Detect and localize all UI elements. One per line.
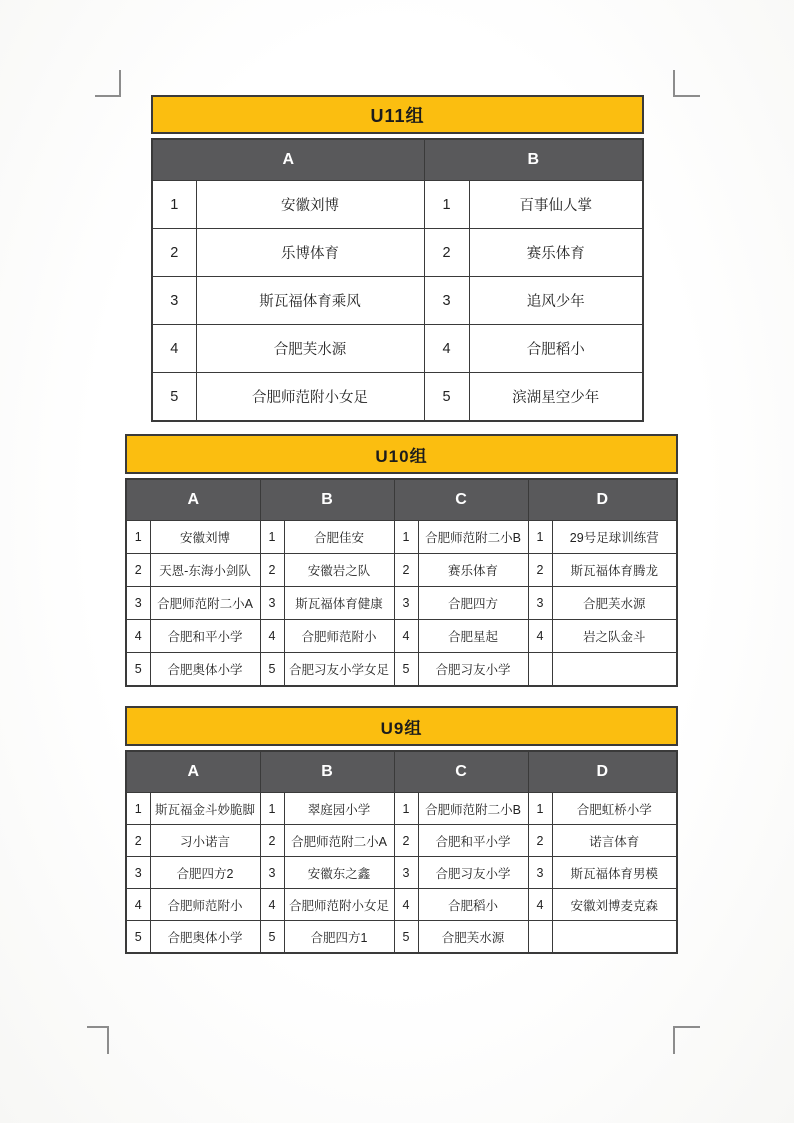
team-name-cell: 合肥四方2 [150, 857, 260, 889]
seed-number-cell: 4 [394, 889, 418, 921]
seed-number-cell: 1 [528, 521, 552, 554]
team-name-cell: 斯瓦福金斗妙脆脚 [150, 793, 260, 825]
crop-mark-bottom-right-icon [673, 1026, 700, 1054]
group-header-label: C [394, 479, 528, 521]
team-name-cell: 追风少年 [469, 277, 643, 325]
seed-number-cell: 1 [260, 521, 284, 554]
team-name-cell: 安徽刘博 [150, 521, 260, 554]
seed-number-cell: 2 [394, 554, 418, 587]
crop-mark-top-right-icon [673, 70, 700, 97]
seed-number-cell: 3 [260, 857, 284, 889]
team-name-cell: 乐博体育 [196, 229, 424, 277]
team-name-cell: 安徽东之鑫 [284, 857, 394, 889]
team-name-cell [552, 653, 677, 687]
seed-number-cell: 5 [126, 653, 150, 687]
team-name-cell: 合肥和平小学 [418, 825, 528, 857]
team-name-cell: 赛乐体育 [469, 229, 643, 277]
seed-number-cell: 5 [260, 921, 284, 954]
team-name-cell: 习小诺言 [150, 825, 260, 857]
team-name-cell: 29号足球训练营 [552, 521, 677, 554]
seed-number-cell: 2 [528, 825, 552, 857]
team-name-cell: 天恩-东海小剑队 [150, 554, 260, 587]
team-name-cell: 斯瓦福体育男模 [552, 857, 677, 889]
group-header-label: B [424, 139, 643, 181]
seed-number-cell: 2 [126, 825, 150, 857]
group-table-u9 [125, 706, 678, 954]
team-name-cell: 安徽岩之队 [284, 554, 394, 587]
seed-number-cell: 5 [152, 373, 196, 422]
table-title: U9组 [125, 706, 678, 746]
team-name-cell: 合肥和平小学 [150, 620, 260, 653]
team-name-cell: 合肥师范附二小B [418, 793, 528, 825]
seed-number-cell: 4 [528, 620, 552, 653]
seed-number-cell: 2 [126, 554, 150, 587]
seed-number-cell: 1 [152, 181, 196, 229]
table-row [152, 373, 643, 422]
team-name-cell: 合肥师范附小女足 [196, 373, 424, 422]
seed-number-cell: 4 [126, 620, 150, 653]
seed-number-cell: 1 [424, 181, 469, 229]
table-row [152, 181, 643, 229]
seed-number-cell: 3 [394, 857, 418, 889]
team-name-cell: 合肥习友小学 [418, 857, 528, 889]
group-header-label: B [260, 479, 394, 521]
table-row [126, 857, 677, 889]
seed-number-cell: 2 [260, 554, 284, 587]
seed-number-cell: 1 [126, 521, 150, 554]
team-name-cell: 滨湖星空少年 [469, 373, 643, 422]
table-row [126, 587, 677, 620]
team-name-cell: 合肥习友小学女足 [284, 653, 394, 687]
team-name-cell: 合肥奥体小学 [150, 921, 260, 954]
team-name-cell: 合肥稻小 [469, 325, 643, 373]
team-name-cell: 合肥四方 [418, 587, 528, 620]
team-name-cell: 合肥师范附二小B [418, 521, 528, 554]
seed-number-cell: 4 [126, 889, 150, 921]
group-header-row [126, 479, 677, 521]
group-grid [125, 750, 678, 954]
group-header-label: A [126, 751, 260, 793]
team-name-cell: 合肥四方1 [284, 921, 394, 954]
seed-number-cell: 5 [424, 373, 469, 422]
seed-number-cell: 5 [126, 921, 150, 954]
group-grid [125, 478, 678, 687]
table-row [126, 825, 677, 857]
table-row [126, 793, 677, 825]
seed-number-cell: 4 [260, 620, 284, 653]
team-name-cell: 合肥师范附二小A [150, 587, 260, 620]
group-header-label: D [528, 479, 677, 521]
seed-number-cell: 2 [394, 825, 418, 857]
seed-number-cell: 1 [528, 793, 552, 825]
team-name-cell [552, 921, 677, 954]
team-name-cell: 合肥佳安 [284, 521, 394, 554]
seed-number-cell: 4 [394, 620, 418, 653]
group-header-label: C [394, 751, 528, 793]
group-header-label: D [528, 751, 677, 793]
team-name-cell: 诺言体育 [552, 825, 677, 857]
seed-number-cell: 1 [126, 793, 150, 825]
team-name-cell: 斯瓦福体育乘风 [196, 277, 424, 325]
group-table-u11 [151, 95, 644, 422]
seed-number-cell: 3 [424, 277, 469, 325]
seed-number-cell [528, 921, 552, 954]
seed-number-cell: 3 [394, 587, 418, 620]
team-name-cell: 合肥芙水源 [418, 921, 528, 954]
seed-number-cell [528, 653, 552, 687]
seed-number-cell: 5 [394, 921, 418, 954]
seed-number-cell: 2 [260, 825, 284, 857]
seed-number-cell: 3 [126, 857, 150, 889]
crop-mark-top-left-icon [95, 70, 121, 97]
team-name-cell: 合肥师范附小女足 [284, 889, 394, 921]
team-name-cell: 合肥师范附小 [284, 620, 394, 653]
seed-number-cell: 2 [424, 229, 469, 277]
team-name-cell: 合肥师范附小 [150, 889, 260, 921]
seed-number-cell: 2 [152, 229, 196, 277]
team-name-cell: 岩之队金斗 [552, 620, 677, 653]
team-name-cell: 合肥奥体小学 [150, 653, 260, 687]
table-title: U10组 [125, 434, 678, 474]
team-name-cell: 翠庭园小学 [284, 793, 394, 825]
group-header-label: A [126, 479, 260, 521]
seed-number-cell: 5 [260, 653, 284, 687]
team-name-cell: 合肥师范附二小A [284, 825, 394, 857]
team-name-cell: 合肥习友小学 [418, 653, 528, 687]
seed-number-cell: 4 [424, 325, 469, 373]
table-row [126, 554, 677, 587]
seed-number-cell: 1 [260, 793, 284, 825]
table-row [126, 889, 677, 921]
team-name-cell: 合肥星起 [418, 620, 528, 653]
table-row [152, 325, 643, 373]
seed-number-cell: 1 [394, 521, 418, 554]
team-name-cell: 斯瓦福体育健康 [284, 587, 394, 620]
group-grid [151, 138, 644, 422]
seed-number-cell: 3 [260, 587, 284, 620]
team-name-cell: 安徽刘博麦克森 [552, 889, 677, 921]
table-row [126, 521, 677, 554]
group-header-label: B [260, 751, 394, 793]
team-name-cell: 合肥稻小 [418, 889, 528, 921]
team-name-cell: 赛乐体育 [418, 554, 528, 587]
seed-number-cell: 1 [394, 793, 418, 825]
group-header-row [126, 751, 677, 793]
seed-number-cell: 4 [152, 325, 196, 373]
seed-number-cell: 3 [528, 587, 552, 620]
table-row [152, 229, 643, 277]
table-row [126, 620, 677, 653]
seed-number-cell: 2 [528, 554, 552, 587]
table-row [126, 921, 677, 954]
team-name-cell: 斯瓦福体育腾龙 [552, 554, 677, 587]
seed-number-cell: 5 [394, 653, 418, 687]
seed-number-cell: 3 [126, 587, 150, 620]
team-name-cell: 安徽刘博 [196, 181, 424, 229]
group-table-u10 [125, 434, 678, 687]
table-title: U11组 [151, 95, 644, 134]
table-row [152, 277, 643, 325]
seed-number-cell: 3 [152, 277, 196, 325]
seed-number-cell: 4 [260, 889, 284, 921]
crop-mark-bottom-left-icon [87, 1026, 109, 1054]
team-name-cell: 百事仙人掌 [469, 181, 643, 229]
seed-number-cell: 4 [528, 889, 552, 921]
seed-number-cell: 3 [528, 857, 552, 889]
table-row [126, 653, 677, 687]
group-header-label: A [152, 139, 424, 181]
group-header-row [152, 139, 643, 181]
team-name-cell: 合肥芙水源 [552, 587, 677, 620]
team-name-cell: 合肥芙水源 [196, 325, 424, 373]
team-name-cell: 合肥虹桥小学 [552, 793, 677, 825]
